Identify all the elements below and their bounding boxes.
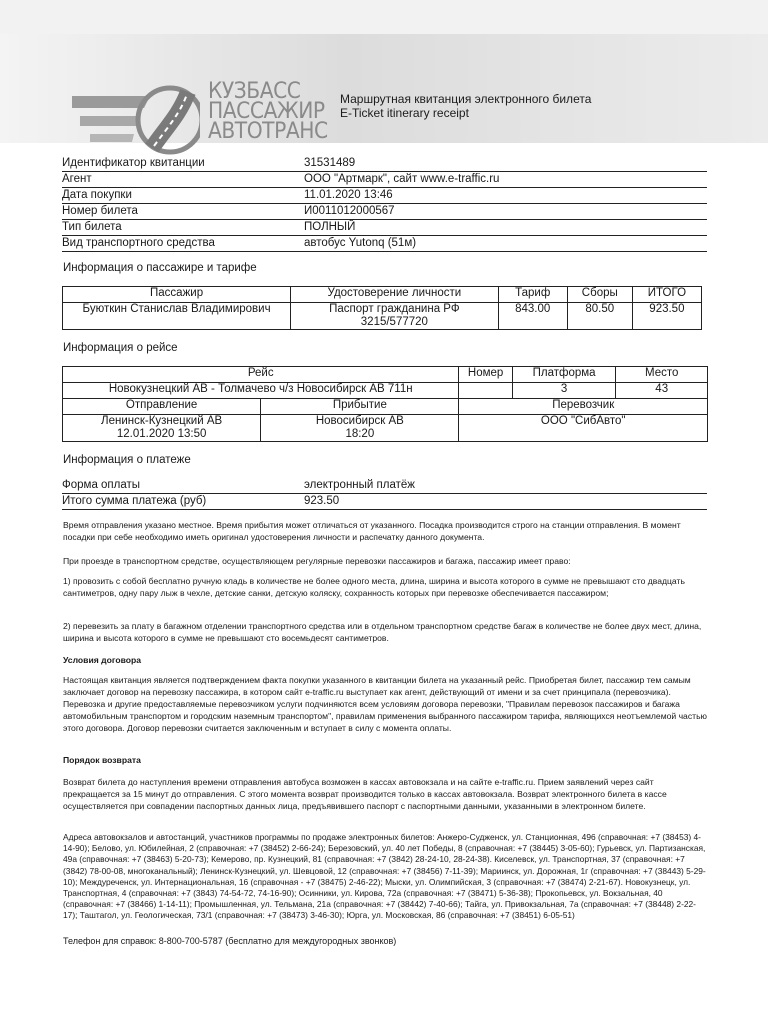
column-header: Номер [459, 367, 512, 383]
field-value: ООО "Артмарк", сайт www.e-traffic.ru [304, 172, 707, 188]
contract-terms-text: Настоящая квитанция является подтверждением факта покупки указанного в квитанции билета на указанный рейс. Приобретая билет, пассажир тем самым заключает договор на перевозку пассажира, в котором сайт e-traffic.ru выступает как агент, действующий от имени и за счет принципала (перевозчика). Перевозка и другие предоставляемые перевозчиком услуги подчиняются всем условиям договора перевозки, "Правилам перевозок пассажиров и багажа автомобильным транспортом и городским наземным транспортом", правилам применения выбранного пассажиром тарифа, являющихся неотъемлемой частью этого договора. Договор перевозки считается заключенным и вступает в силу с момента оплаты. [63, 675, 707, 733]
column-header: Прибытие [261, 399, 459, 415]
total-value: 923.50 [632, 303, 701, 330]
arrival-time: 18:20 [345, 428, 375, 440]
column-header: Перевозчик [459, 399, 708, 415]
table-row [62, 494, 707, 510]
field-label: Дата покупки [62, 188, 304, 204]
table-row [62, 478, 707, 494]
table-header-row [63, 287, 702, 303]
fees-value: 80.50 [567, 303, 632, 330]
carrier-name: ООО "СибАвто" [459, 415, 708, 442]
table-row [62, 220, 707, 236]
fare-value: 843.00 [498, 303, 567, 330]
passenger-table [62, 286, 702, 330]
column-header: Рейс [63, 367, 459, 383]
table-header-row [63, 367, 708, 383]
field-value: автобус Yutonq (51м) [304, 236, 707, 252]
receipt-title-ru: Маршрутная квитанция электронного билета [340, 92, 592, 106]
column-header: Место [616, 367, 708, 383]
passenger-name: Буюткин Станислав Владимирович [63, 303, 291, 330]
trip-table [62, 366, 708, 442]
document-type: Паспорт гражданина РФ [329, 303, 460, 315]
ticket-info-table [62, 156, 707, 252]
heading-refund-policy: Порядок возврата [63, 755, 141, 765]
departure-info [63, 415, 261, 442]
help-phone: Телефон для справок: 8-800-700-5787 (бесплатно для междугородных звонков) [63, 936, 397, 946]
departure-station: Ленинск-Кузнецкий АВ [101, 415, 223, 427]
station-addresses: Адреса автовокзалов и автостанций, участников программы по продаже электронных билетов: Анжеро-Судженск, ул. Станционная, 496 (справочная: +7 (38453) 4-14-90); Белово, ул. Юбилейная, 2 (справочная: +7 (38452) 2-66-24); Березовский, ул. 40 лет Победы, 8 (справочная: +7 (38445) 3-05-60); Гурьевск, ул. Партизанская, 49а (справочная: +7 (38463) 5-20-73); Кемерово, пр. Кузнецкий, 81 (справочная: +7 (3842) 28-24-10, 28-24-38). Киселевск, ул. Транспортная, 37 (справочная: +7 (3842) 78-00-08, многоканальный); Ленинск-Кузнецкий, ул. Шевцовой, 12 (справочная: +7 (38456) 7-11-39); Мариинск, ул. Дорожная, 1г (справочная: +7 (38443) 5-29-10); Междуреченск, ул. Интернациональная, 16 (справочная - +7 (38475) 2-46-22); Мыски, ул. Олимпийская, 3 (справочная: +7 (38474) 2-21-67). Новокузнецк, ул. Транспортная, 4 (справочная: +7 (3843) 74-54-72, 74-16-90); Осинники, ул. Кирова, 72а (справочная: +7 (38471) 5-36-38); Прокопьевск, ул. Вокзальная, 40 (справочная: +7 (38466) 1-14-11); Промышленная, ул. Тельмана, 21а (справочная: +7 (38442) 7-40-66); Тайга, ул. Привокзальная, 7а (справочная: +7 (38448) 2-22-17); Таштагол, ул. Геологическая, 73/1 (справочная: +7 (38473) 3-46-30); Юрга, ул. Московская, 86 (справочная: +7 (38451) 6-05-51) [63, 832, 706, 921]
column-header: Платформа [512, 367, 616, 383]
table-row [62, 156, 707, 172]
note-baggage: 2) перевезить за плату в багажном отделении транспортного средства или в отдельном транспортном средстве багаж в количестве не более двух мест, длина, ширина и высота которого в сумме не превышают сто восемьдесят сантиметров. [63, 621, 702, 643]
column-header: Сборы [567, 287, 632, 303]
payment-table [62, 478, 707, 510]
column-header: Пассажир [63, 287, 291, 303]
route-name: Новокузнецкий АВ - Толмачево ч/з Новосибирск АВ 711н [63, 383, 459, 399]
column-header: Тариф [498, 287, 567, 303]
field-value: 11.01.2020 13:46 [304, 188, 707, 204]
field-label: Вид транспортного средства [62, 236, 304, 252]
table-row [62, 188, 707, 204]
field-label: Тип билета [62, 220, 304, 236]
document-header [0, 0, 768, 143]
field-value: 923.50 [304, 494, 707, 510]
platform-value: 3 [512, 383, 616, 399]
field-value: ПОЛНЫЙ [304, 220, 707, 236]
table-row [62, 204, 707, 220]
field-label: Форма оплаты [62, 478, 304, 494]
seat-value: 43 [616, 383, 708, 399]
table-header-row [63, 399, 708, 415]
column-header: ИТОГО [632, 287, 701, 303]
field-value: 31531489 [304, 156, 707, 172]
field-label: Номер билета [62, 204, 304, 220]
passenger-document [291, 303, 498, 330]
payment-section-title: Информация о платеже [63, 454, 191, 466]
table-row [63, 415, 708, 442]
refund-policy-text: Возврат билета до наступления времени отправления автобуса возможен в кассах автовокзала и на сайте e-traffic.ru. Прием заявлений через сайт прекращается за 15 минут до отправления. С этого момента возврат производится только в кассах автовокзала. Возврат электронного билета в кассе осуществляется при совпадении паспортных данных лица, предъявившего паспорт с паспортными данными, указанными в электронном билете. [63, 777, 667, 811]
trip-number [459, 383, 512, 399]
heading-contract-terms: Условия договора [63, 655, 142, 665]
passenger-section-title: Информация о пассажире и тарифе [63, 262, 257, 274]
field-value: электронный платёж [304, 478, 707, 494]
table-row [63, 303, 702, 330]
departure-time: 12.01.2020 13:50 [116, 428, 207, 440]
table-row [62, 236, 707, 252]
field-label: Итого сумма платежа (руб) [62, 494, 304, 510]
receipt-title [340, 92, 591, 120]
field-label: Идентификатор квитанции [62, 156, 304, 172]
arrival-info [261, 415, 459, 442]
field-label: Агент [62, 172, 304, 188]
column-header: Удостоверение личности [291, 287, 498, 303]
field-value: И0011012000567 [304, 204, 707, 220]
column-header: Отправление [63, 399, 261, 415]
logo-wordmark: КУЗБАСС ПАССАЖИР АВТОТРАНС [208, 79, 328, 144]
table-row [62, 172, 707, 188]
bus-wheel-logo-icon [70, 84, 200, 164]
trip-section-title: Информация о рейсе [63, 342, 178, 354]
note-hand-luggage: 1) провозить с собой бесплатно ручную кладь в количестве не более одного места, длина, ширина и высота которого в сумме не превышают сто двадцать сантиметров, одну пару лыж в чехле, детские санки, детскую коляску, сохранность которых при перевозке обеспечивается пассажиром; [63, 576, 685, 598]
table-row [63, 383, 708, 399]
receipt-title-en: E-Ticket itinerary receipt [340, 106, 469, 120]
note-rights: При проезде в транспортном средстве, осуществляющем регулярные перевозки пассажиров и багажа, пассажир имеет право: [63, 556, 571, 566]
note-departure: Время отправления указано местное. Время прибытия может отличаться от указанного. Посадка производится строго на станции отправления. В момент посадки при себе необходимо иметь оригинал удостоверения личности и распечатку данного документа. [63, 520, 681, 542]
arrival-station: Новосибирск АВ [315, 415, 404, 427]
document-number: 3215/577720 [360, 316, 428, 328]
